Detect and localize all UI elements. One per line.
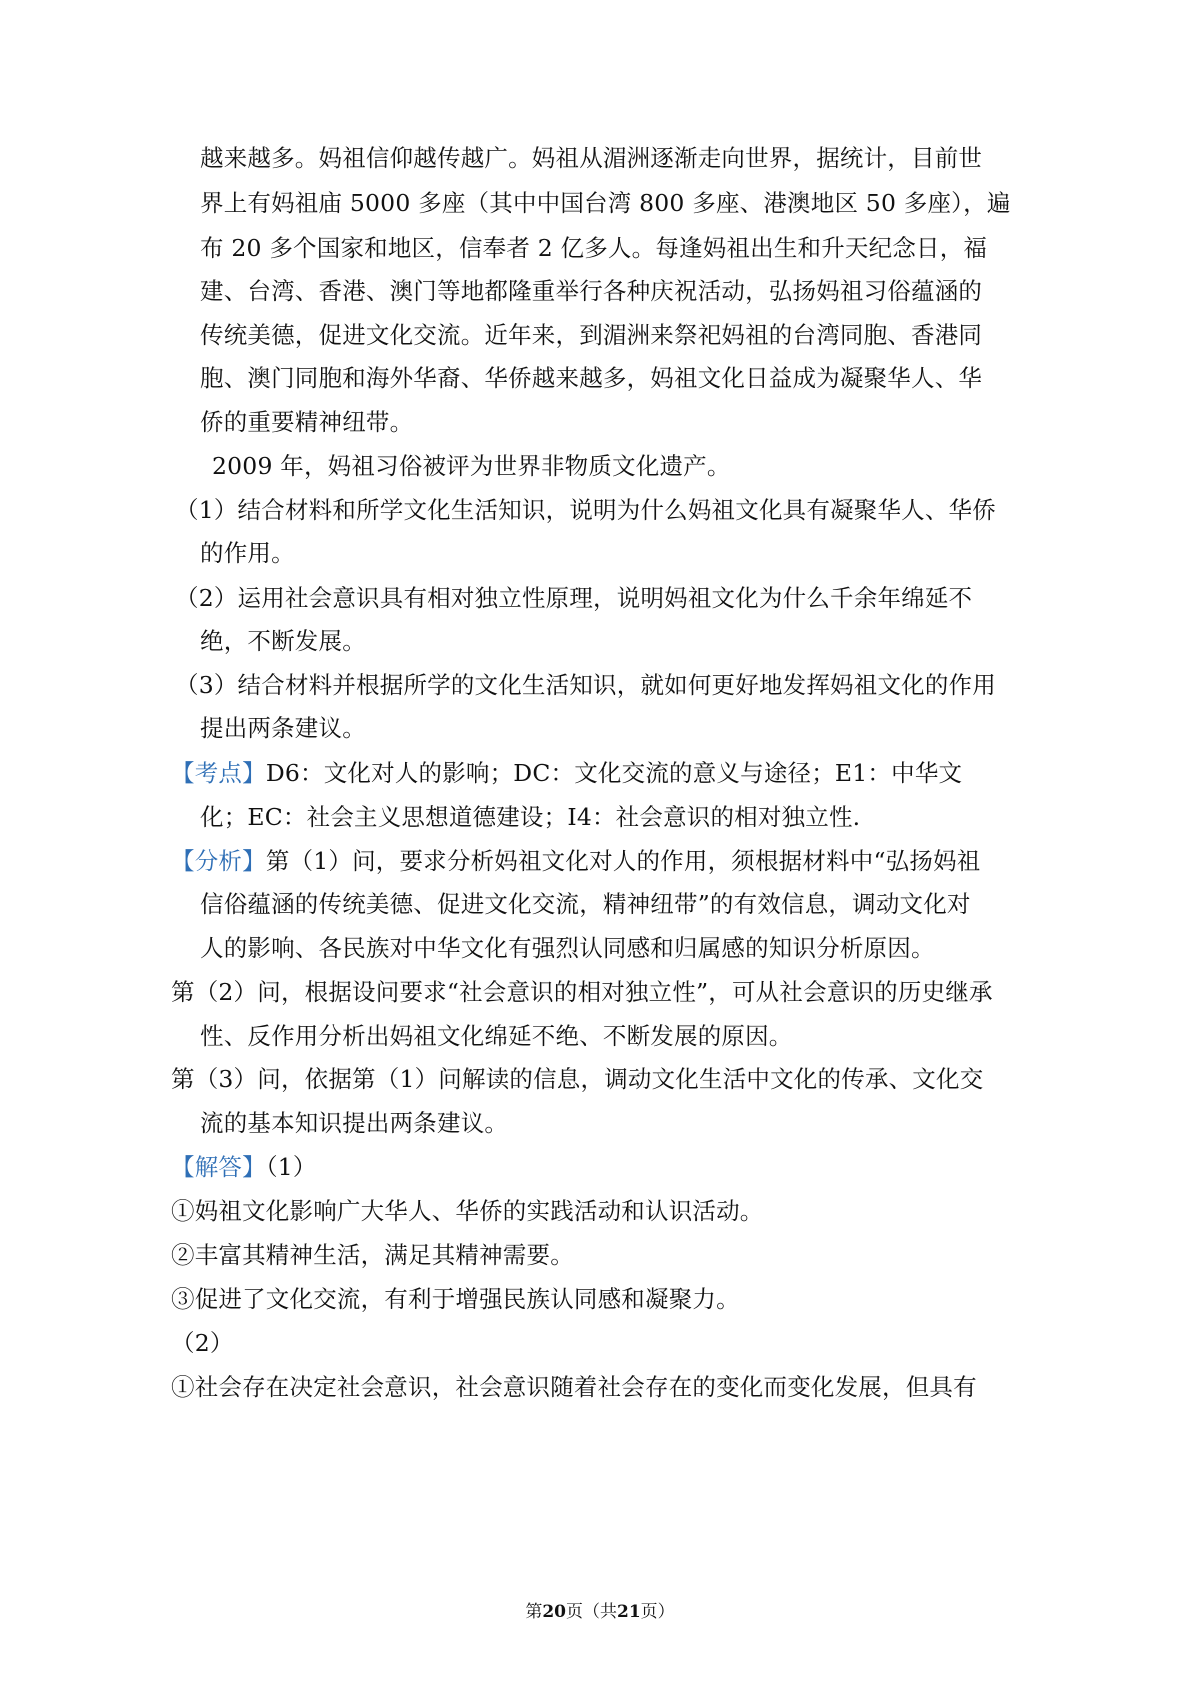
kaodian-tag: 【考点】	[171, 759, 266, 787]
jieda-item: ②丰富其精神生活，满足其精神需要。	[171, 1241, 574, 1269]
jieda-part2-label: （2）	[171, 1329, 234, 1357]
kaodian-line: 化；EC：社会主义思想道德建设；I4：社会意识的相对独立性.	[200, 803, 861, 831]
jieda-item: ①社会存在决定社会意识，社会意识随着社会存在的变化而变化发展，但具有	[171, 1373, 977, 1401]
fenxi-line: 信俗蕴涵的传统美德、促进文化交流，精神纽带”的有效信息，调动文化对	[200, 890, 971, 918]
material-line: 建、台湾、香港、澳门等地都隆重举行各种庆祝活动，弘扬妈祖习俗蕴涵的	[200, 277, 983, 305]
fenxi-text: 第（1）问，要求分析妈祖文化对人的作用，须根据材料中“弘扬妈祖	[265, 847, 981, 875]
fenxi-line: 第（3）问，依据第（1）问解读的信息，调动文化生活中文化的传承、文化交	[171, 1065, 984, 1093]
fenxi-line: 流的基本知识提出两条建议。	[200, 1109, 509, 1137]
footer-prefix: 第	[525, 1602, 543, 1622]
jieda-line	[171, 1152, 317, 1182]
kaodian-text: D6：文化对人的影响；DC：文化交流的意义与途径；E1：中华文	[265, 759, 963, 787]
question-2-line: （2）运用社会意识具有相对独立性原理，说明妈祖文化为什么千余年绵延不	[175, 584, 973, 612]
page-footer	[0, 1601, 1200, 1623]
material-line: 越来越多。妈祖信仰越传越广。妈祖从湄洲逐渐走向世界，据统计，目前世	[200, 144, 983, 172]
question-3-line: （3）结合材料并根据所学的文化生活知识，就如何更好地发挥妈祖文化的作用	[175, 671, 996, 699]
fenxi-line: 性、反作用分析出妈祖文化绵延不绝、不断发展的原因。	[200, 1022, 793, 1050]
material-line: 侨的重要精神纽带。	[200, 408, 414, 436]
jieda-part1-label: （1）	[265, 1153, 317, 1181]
fenxi-tag: 【分析】	[171, 847, 266, 875]
material-line: 2009 年，妈祖习俗被评为世界非物质文化遗产。	[212, 452, 731, 480]
material-line: 布 20 多个国家和地区，信奉者 2 亿多人。每逢妈祖出生和升天纪念日，福	[200, 234, 988, 262]
fenxi-line	[171, 846, 980, 876]
material-line: 界上有妈祖庙 5000 多座（其中中国台湾 800 多座、港澳地区 50 多座），遍	[200, 189, 1011, 217]
jieda-item: ①妈祖文化影响广大华人、华侨的实践活动和认识活动。	[171, 1197, 764, 1225]
footer-total-pages: 21	[617, 1602, 641, 1622]
question-1-line: 的作用。	[200, 539, 295, 567]
question-2-line: 绝，不断发展。	[200, 627, 366, 655]
footer-suffix: 页）	[640, 1602, 675, 1622]
footer-middle: 页（共	[566, 1602, 617, 1622]
fenxi-line: 第（2）问，根据设问要求“社会意识的相对独立性”，可从社会意识的历史继承	[171, 978, 993, 1006]
footer-page-number: 20	[542, 1602, 566, 1622]
material-line: 胞、澳门同胞和海外华裔、华侨越来越多，妈祖文化日益成为凝聚华人、华	[200, 364, 983, 392]
question-3-line: 提出两条建议。	[200, 714, 366, 742]
jieda-item: ③促进了文化交流，有利于增强民族认同感和凝聚力。	[171, 1285, 740, 1313]
question-1-line: （1）结合材料和所学文化生活知识，说明为什么妈祖文化具有凝聚华人、华侨	[175, 496, 996, 524]
jieda-tag: 【解答】	[171, 1153, 266, 1181]
fenxi-line: 人的影响、各民族对中华文化有强烈认同感和归属感的知识分析原因。	[200, 934, 935, 962]
material-line: 传统美德，促进文化交流。近年来，到湄洲来祭祀妈祖的台湾同胞、香港同	[200, 321, 983, 349]
kaodian-line	[171, 758, 962, 788]
